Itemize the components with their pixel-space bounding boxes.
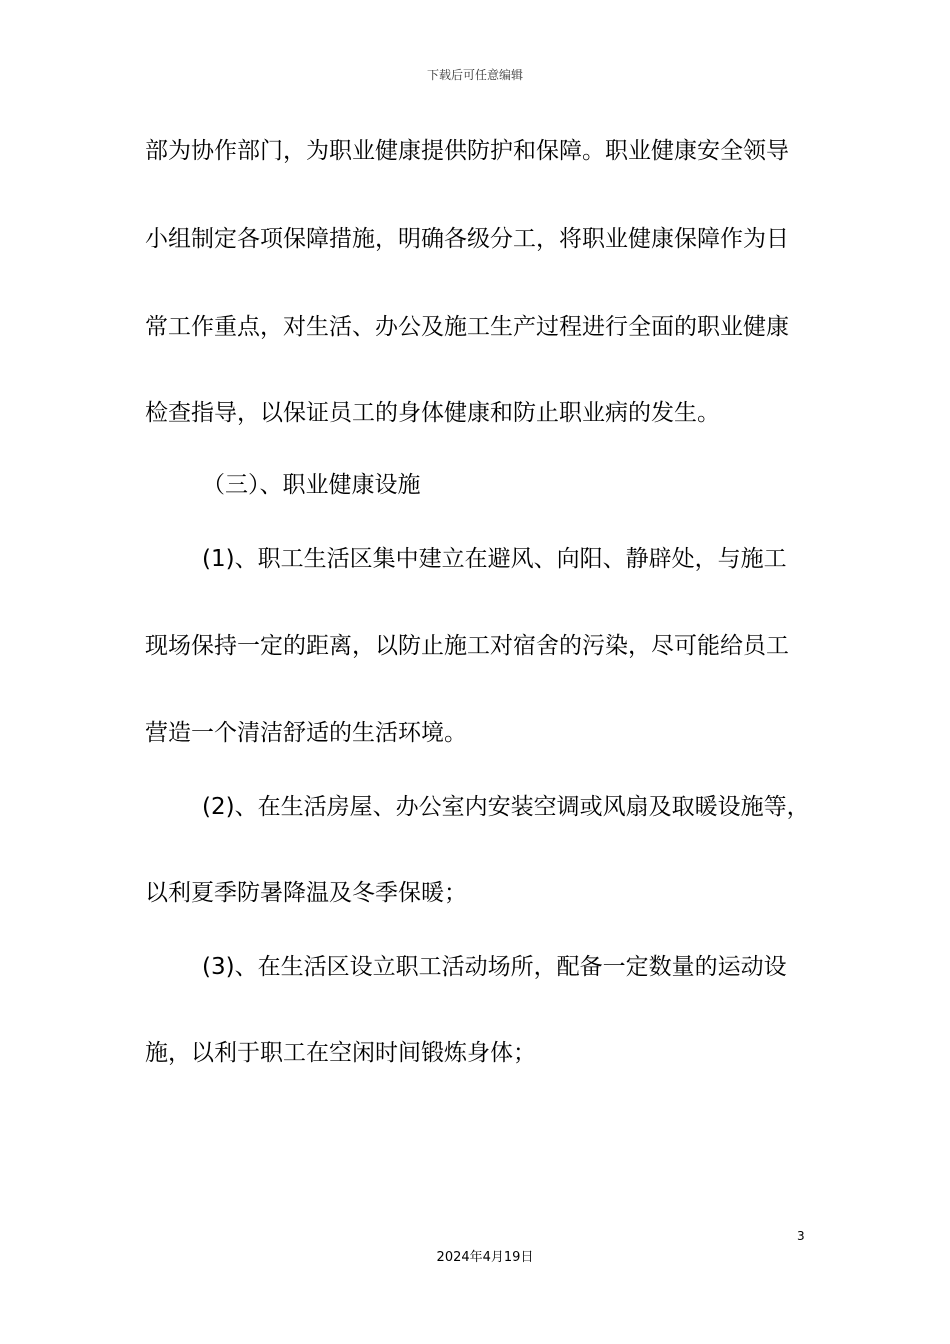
paragraph-line: 现场保持一定的距离，以防止施工对宿舍的污染，尽可能给员工	[145, 633, 789, 659]
paragraph-line: (3)、在生活区设立职工活动场所，配备一定数量的运动设	[202, 954, 787, 980]
paragraph-line: 检查指导，以保证员工的身体健康和防止职业病的发生。	[145, 400, 720, 426]
paragraph-line: 施，以利于职工在空闲时间锻炼身体；	[145, 1040, 536, 1066]
paragraph-line: (1)、职工生活区集中建立在避风、向阳、静辟处，与施工	[202, 546, 787, 572]
page-number: 3	[797, 1229, 805, 1243]
section-heading: （三）、职业健康设施	[202, 472, 421, 498]
footer-date: 2024年4月19日	[436, 1250, 534, 1265]
header-note: 下载后可任意编辑	[426, 68, 523, 82]
paragraph-line: 小组制定各项保障措施，明确各级分工，将职业健康保障作为日	[145, 226, 789, 252]
paragraph-line: 营造一个清洁舒适的生活环境。	[145, 720, 467, 746]
paragraph-line: 以利夏季防暑降温及冬季保暖；	[145, 880, 467, 906]
paragraph-line: (2)、在生活房屋、办公室内安装空调或风扇及取暖设施等，	[202, 794, 810, 820]
paragraph-line: 常工作重点，对生活、办公及施工生产过程进行全面的职业健康	[145, 314, 789, 340]
paragraph-line: 部为协作部门，为职业健康提供防护和保障。职业健康安全领导	[145, 138, 789, 164]
